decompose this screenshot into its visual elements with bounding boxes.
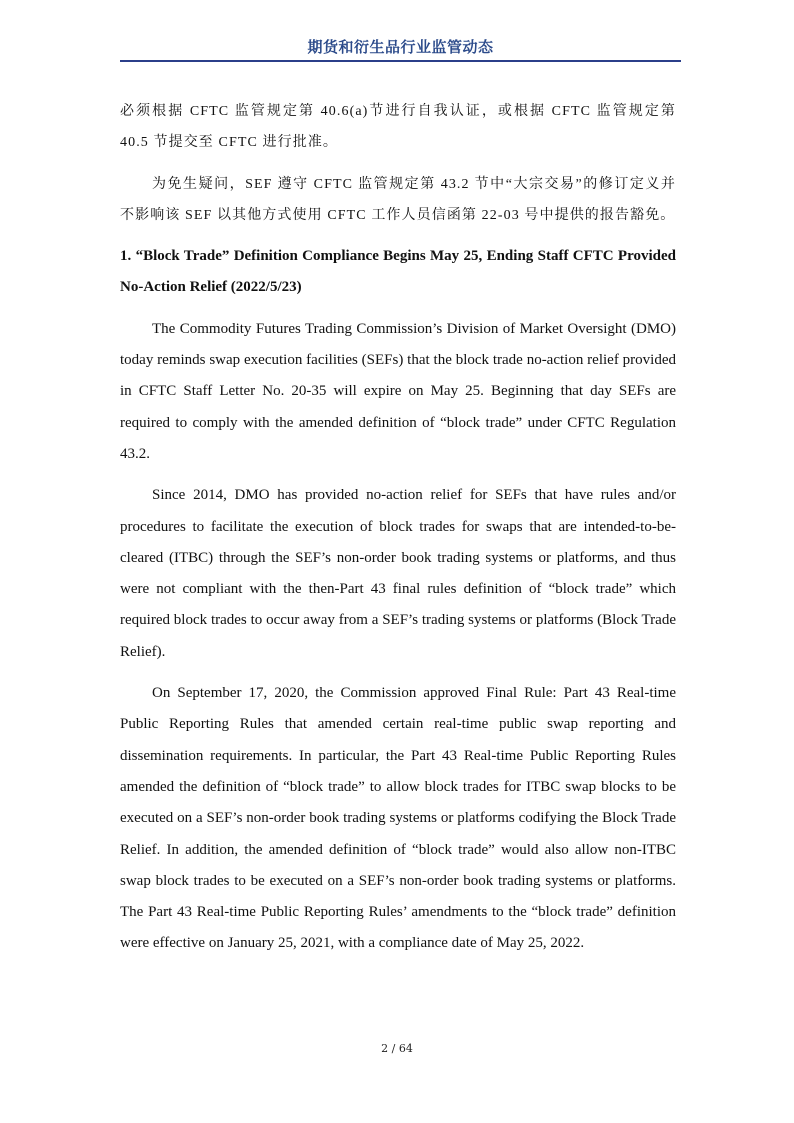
paragraph-en-3: On September 17, 2020, the Commission approved Final Rule: Part 43 Real-time Public Reporting Rules that amended certain real-time public swap reporting and dissemination requirements. In particular, the Part 43 Real-time Public Reporting Rules amended the definition of “block trade” to allow block trades for ITBC swap blocks to be executed on a SEF’s non-order book trading systems or platforms codifying the Block Trade Relief. In addition, the amended definition of “block trade” would also allow non-ITBC swap block trades to be executed on a SEF’s non-order book trading systems or platforms. The Part 43 Real-time Public Reporting Rules’ amendments to the “block trade” definition were effective on January 25, 2021, with a compliance date of May 25, 2022. <box>120 685 676 952</box>
section-heading: 1. “Block Trade” Definition Compliance Begins May 25, Ending Staff CFTC Provided No-Action Relief (2022/5/23) <box>120 248 676 296</box>
paragraph-en-1: The Commodity Futures Trading Commission’s Division of Market Oversight (DMO) today reminds swap execution facilities (SEFs) that the block trade no-action relief provided in CFTC Staff Letter No. 20-35 will expire on May 25. Beginning that day SEFs are required to comply with the amended definition of “block trade” under CFTC Regulation 43.2. <box>120 320 676 462</box>
header-title: 期货和衍生品行业监管动态 <box>307 38 494 56</box>
page-number: 2 / 64 <box>381 1042 413 1055</box>
paragraph-cn-continuation: 必须根据 CFTC 监管规定第 40.6(a)节进行自我认证，或根据 CFTC 监管规定第 40.5 节提交至 CFTC 进行批准。 <box>120 104 676 151</box>
paragraph-cn-clarification: 为免生疑问，SEF 遵守 CFTC 监管规定第 43.2 节中“大宗交易”的修订定义并不影响该 SEF 以其他方式使用 CFTC 工作人员信函第 22-03 号中提供的报告豁免。 <box>120 176 676 223</box>
paragraph-en-2: Since 2014, DMO has provided no-action relief for SEFs that have rules and/or procedures to facilitate the execution of block trades for swaps that are intended-to-be-cleared (ITBC) through the SEF’s non-order book trading systems or platforms, and thus were not compliant with the then-Part 43 final rules definition of “block trade” which required block trades to occur away from a SEF’s trading systems or platforms (Block Trade Relief). <box>120 487 676 660</box>
page-header <box>120 36 681 58</box>
document-body <box>120 96 676 960</box>
header-divider <box>120 60 681 62</box>
